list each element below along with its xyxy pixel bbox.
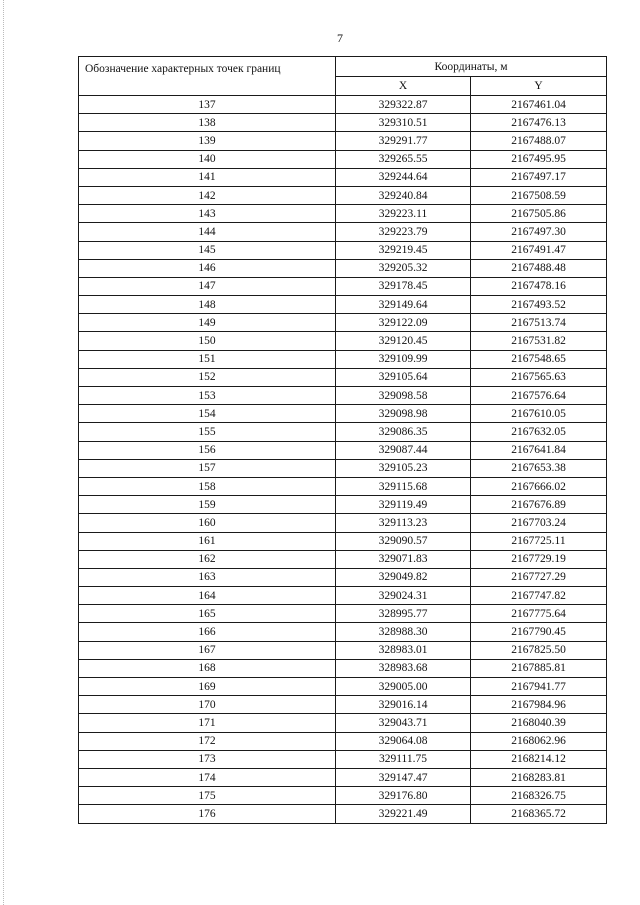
y-coordinate-cell: 2167747.82 bbox=[471, 587, 607, 605]
point-id-cell: 144 bbox=[79, 223, 336, 241]
y-coordinate-cell: 2167653.38 bbox=[471, 459, 607, 477]
y-coordinate-cell: 2167666.02 bbox=[471, 477, 607, 495]
table-row bbox=[79, 368, 607, 386]
point-id-cell: 173 bbox=[79, 750, 336, 768]
table-row bbox=[79, 186, 607, 204]
y-coordinate-cell: 2167505.86 bbox=[471, 205, 607, 223]
point-id-cell: 164 bbox=[79, 587, 336, 605]
y-coordinate-cell: 2168326.75 bbox=[471, 787, 607, 805]
point-id-cell: 146 bbox=[79, 259, 336, 277]
y-coordinate-cell: 2167531.82 bbox=[471, 332, 607, 350]
point-id-cell: 145 bbox=[79, 241, 336, 259]
y-coordinate-cell: 2167984.96 bbox=[471, 696, 607, 714]
point-id-cell: 176 bbox=[79, 805, 336, 823]
point-id-cell: 172 bbox=[79, 732, 336, 750]
x-coordinate-cell: 329098.98 bbox=[336, 405, 471, 423]
y-coordinate-cell: 2167727.29 bbox=[471, 568, 607, 586]
header-point-designation: Обозначение характерных точек границ bbox=[79, 57, 336, 96]
x-coordinate-cell: 328995.77 bbox=[336, 605, 471, 623]
point-id-cell: 155 bbox=[79, 423, 336, 441]
x-coordinate-cell: 329090.57 bbox=[336, 532, 471, 550]
y-coordinate-cell: 2167497.30 bbox=[471, 223, 607, 241]
point-id-cell: 142 bbox=[79, 186, 336, 204]
table-row bbox=[79, 477, 607, 495]
table-row bbox=[79, 623, 607, 641]
y-coordinate-cell: 2167495.95 bbox=[471, 150, 607, 168]
point-id-cell: 147 bbox=[79, 277, 336, 295]
table-row bbox=[79, 696, 607, 714]
table-header-row bbox=[79, 57, 607, 77]
x-coordinate-cell: 329087.44 bbox=[336, 441, 471, 459]
y-coordinate-cell: 2167508.59 bbox=[471, 186, 607, 204]
y-coordinate-cell: 2167885.81 bbox=[471, 659, 607, 677]
x-coordinate-cell: 329024.31 bbox=[336, 587, 471, 605]
x-coordinate-cell: 329310.51 bbox=[336, 114, 471, 132]
y-coordinate-cell: 2167565.63 bbox=[471, 368, 607, 386]
x-coordinate-cell: 329221.49 bbox=[336, 805, 471, 823]
table-row bbox=[79, 678, 607, 696]
x-coordinate-cell: 329240.84 bbox=[336, 186, 471, 204]
point-id-cell: 152 bbox=[79, 368, 336, 386]
header-y: Y bbox=[471, 77, 607, 96]
table-row bbox=[79, 805, 607, 823]
x-coordinate-cell: 329219.45 bbox=[336, 241, 471, 259]
table-row bbox=[79, 132, 607, 150]
table-row bbox=[79, 732, 607, 750]
table-row bbox=[79, 405, 607, 423]
table-row bbox=[79, 350, 607, 368]
x-coordinate-cell: 329049.82 bbox=[336, 568, 471, 586]
x-coordinate-cell: 329205.32 bbox=[336, 259, 471, 277]
table-row bbox=[79, 514, 607, 532]
point-id-cell: 166 bbox=[79, 623, 336, 641]
point-id-cell: 159 bbox=[79, 496, 336, 514]
x-coordinate-cell: 329119.49 bbox=[336, 496, 471, 514]
point-id-cell: 167 bbox=[79, 641, 336, 659]
header-coordinates: Координаты, м bbox=[336, 57, 607, 77]
point-id-cell: 163 bbox=[79, 568, 336, 586]
x-coordinate-cell: 328983.68 bbox=[336, 659, 471, 677]
y-coordinate-cell: 2167461.04 bbox=[471, 96, 607, 114]
y-coordinate-cell: 2168283.81 bbox=[471, 768, 607, 786]
point-id-cell: 158 bbox=[79, 477, 336, 495]
table-row bbox=[79, 532, 607, 550]
y-coordinate-cell: 2167493.52 bbox=[471, 296, 607, 314]
table-body bbox=[79, 96, 607, 824]
y-coordinate-cell: 2167548.65 bbox=[471, 350, 607, 368]
table-row bbox=[79, 714, 607, 732]
table-row bbox=[79, 568, 607, 586]
table-row bbox=[79, 96, 607, 114]
y-coordinate-cell: 2167497.17 bbox=[471, 168, 607, 186]
table-row bbox=[79, 241, 607, 259]
x-coordinate-cell: 329120.45 bbox=[336, 332, 471, 350]
point-id-cell: 143 bbox=[79, 205, 336, 223]
x-coordinate-cell: 329223.11 bbox=[336, 205, 471, 223]
point-id-cell: 153 bbox=[79, 387, 336, 405]
y-coordinate-cell: 2167610.05 bbox=[471, 405, 607, 423]
point-id-cell: 139 bbox=[79, 132, 336, 150]
point-id-cell: 151 bbox=[79, 350, 336, 368]
x-coordinate-cell: 329064.08 bbox=[336, 732, 471, 750]
point-id-cell: 171 bbox=[79, 714, 336, 732]
y-coordinate-cell: 2167488.07 bbox=[471, 132, 607, 150]
table-row bbox=[79, 750, 607, 768]
x-coordinate-cell: 329113.23 bbox=[336, 514, 471, 532]
table-row bbox=[79, 441, 607, 459]
point-id-cell: 149 bbox=[79, 314, 336, 332]
y-coordinate-cell: 2167478.16 bbox=[471, 277, 607, 295]
y-coordinate-cell: 2167941.77 bbox=[471, 678, 607, 696]
y-coordinate-cell: 2167790.45 bbox=[471, 623, 607, 641]
y-coordinate-cell: 2167513.74 bbox=[471, 314, 607, 332]
table-row bbox=[79, 459, 607, 477]
table-row bbox=[79, 205, 607, 223]
point-id-cell: 141 bbox=[79, 168, 336, 186]
x-coordinate-cell: 329322.87 bbox=[336, 96, 471, 114]
x-coordinate-cell: 328983.01 bbox=[336, 641, 471, 659]
x-coordinate-cell: 329105.23 bbox=[336, 459, 471, 477]
point-id-cell: 162 bbox=[79, 550, 336, 568]
table-row bbox=[79, 277, 607, 295]
point-id-cell: 169 bbox=[79, 678, 336, 696]
table-row bbox=[79, 259, 607, 277]
point-id-cell: 156 bbox=[79, 441, 336, 459]
y-coordinate-cell: 2167632.05 bbox=[471, 423, 607, 441]
x-coordinate-cell: 329109.99 bbox=[336, 350, 471, 368]
point-id-cell: 160 bbox=[79, 514, 336, 532]
x-coordinate-cell: 329291.77 bbox=[336, 132, 471, 150]
table-row bbox=[79, 150, 607, 168]
y-coordinate-cell: 2167576.64 bbox=[471, 387, 607, 405]
point-id-cell: 170 bbox=[79, 696, 336, 714]
point-id-cell: 157 bbox=[79, 459, 336, 477]
point-id-cell: 138 bbox=[79, 114, 336, 132]
y-coordinate-cell: 2167641.84 bbox=[471, 441, 607, 459]
x-coordinate-cell: 329071.83 bbox=[336, 550, 471, 568]
y-coordinate-cell: 2167476.13 bbox=[471, 114, 607, 132]
table-row bbox=[79, 641, 607, 659]
x-coordinate-cell: 329115.68 bbox=[336, 477, 471, 495]
x-coordinate-cell: 329086.35 bbox=[336, 423, 471, 441]
y-coordinate-cell: 2168214.12 bbox=[471, 750, 607, 768]
x-coordinate-cell: 329265.55 bbox=[336, 150, 471, 168]
y-coordinate-cell: 2168365.72 bbox=[471, 805, 607, 823]
table-row bbox=[79, 550, 607, 568]
point-id-cell: 165 bbox=[79, 605, 336, 623]
table-row bbox=[79, 332, 607, 350]
table-row bbox=[79, 768, 607, 786]
x-coordinate-cell: 329223.79 bbox=[336, 223, 471, 241]
point-id-cell: 137 bbox=[79, 96, 336, 114]
x-coordinate-cell: 329098.58 bbox=[336, 387, 471, 405]
y-coordinate-cell: 2168062.96 bbox=[471, 732, 607, 750]
y-coordinate-cell: 2167491.47 bbox=[471, 241, 607, 259]
table-row bbox=[79, 496, 607, 514]
y-coordinate-cell: 2167725.11 bbox=[471, 532, 607, 550]
point-id-cell: 150 bbox=[79, 332, 336, 350]
x-coordinate-cell: 329105.64 bbox=[336, 368, 471, 386]
y-coordinate-cell: 2167729.19 bbox=[471, 550, 607, 568]
y-coordinate-cell: 2167703.24 bbox=[471, 514, 607, 532]
x-coordinate-cell: 329244.64 bbox=[336, 168, 471, 186]
table-row bbox=[79, 387, 607, 405]
table-row bbox=[79, 587, 607, 605]
point-id-cell: 168 bbox=[79, 659, 336, 677]
point-id-cell: 154 bbox=[79, 405, 336, 423]
x-coordinate-cell: 329178.45 bbox=[336, 277, 471, 295]
table-row bbox=[79, 659, 607, 677]
table-row bbox=[79, 423, 607, 441]
x-coordinate-cell: 329043.71 bbox=[336, 714, 471, 732]
x-coordinate-cell: 329122.09 bbox=[336, 314, 471, 332]
y-coordinate-cell: 2167488.48 bbox=[471, 259, 607, 277]
table-row bbox=[79, 787, 607, 805]
header-x: X bbox=[336, 77, 471, 96]
table-row bbox=[79, 296, 607, 314]
x-coordinate-cell: 329111.75 bbox=[336, 750, 471, 768]
table-row bbox=[79, 114, 607, 132]
x-coordinate-cell: 329005.00 bbox=[336, 678, 471, 696]
page-number: 7 bbox=[337, 31, 343, 45]
x-coordinate-cell: 329149.64 bbox=[336, 296, 471, 314]
point-id-cell: 161 bbox=[79, 532, 336, 550]
y-coordinate-cell: 2167676.89 bbox=[471, 496, 607, 514]
table-row bbox=[79, 223, 607, 241]
coordinates-table bbox=[78, 56, 607, 824]
x-coordinate-cell: 328988.30 bbox=[336, 623, 471, 641]
table-row bbox=[79, 168, 607, 186]
point-id-cell: 174 bbox=[79, 768, 336, 786]
y-coordinate-cell: 2168040.39 bbox=[471, 714, 607, 732]
x-coordinate-cell: 329016.14 bbox=[336, 696, 471, 714]
x-coordinate-cell: 329176.80 bbox=[336, 787, 471, 805]
point-id-cell: 175 bbox=[79, 787, 336, 805]
table-row bbox=[79, 605, 607, 623]
table-row bbox=[79, 314, 607, 332]
y-coordinate-cell: 2167825.50 bbox=[471, 641, 607, 659]
point-id-cell: 148 bbox=[79, 296, 336, 314]
scan-margin-line bbox=[3, 0, 4, 905]
point-id-cell: 140 bbox=[79, 150, 336, 168]
y-coordinate-cell: 2167775.64 bbox=[471, 605, 607, 623]
x-coordinate-cell: 329147.47 bbox=[336, 768, 471, 786]
